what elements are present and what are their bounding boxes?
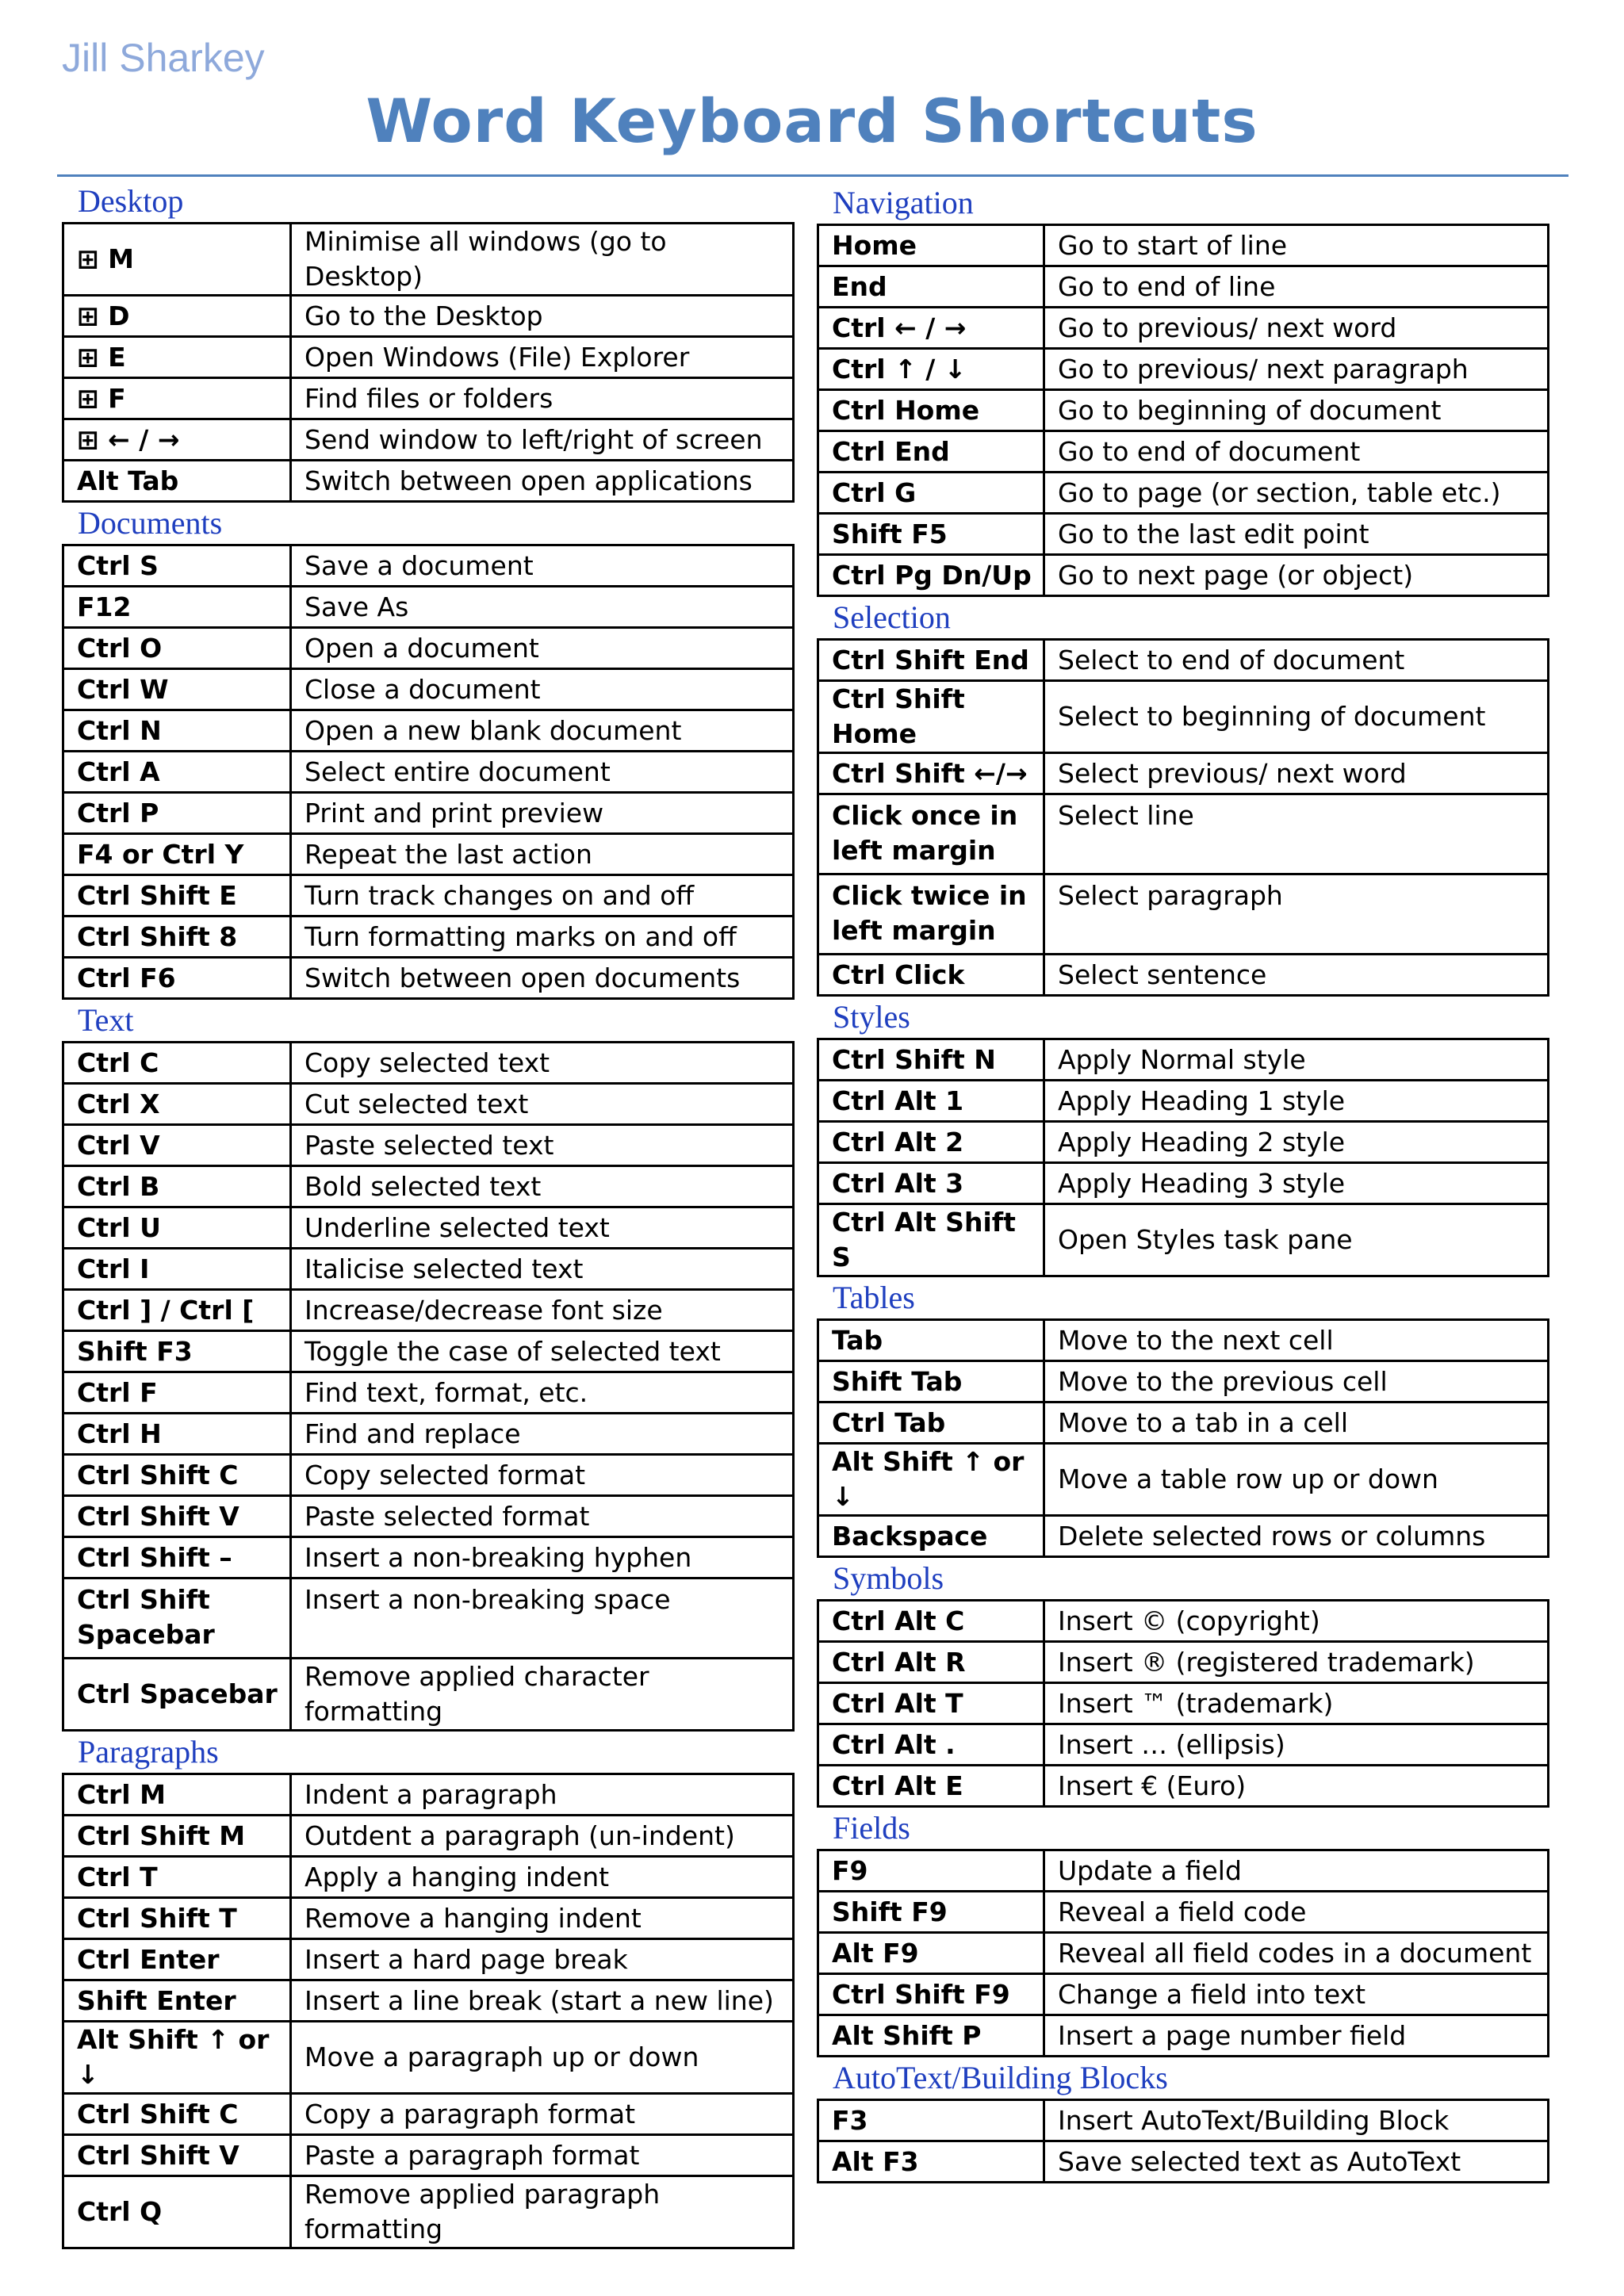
shortcut-description: Turn formatting marks on and off: [291, 916, 794, 958]
shortcut-table-styles: [817, 1038, 1549, 1277]
shortcut-key: Ctrl P: [63, 793, 291, 834]
table-row: [818, 2100, 1549, 2141]
table-row: [63, 628, 794, 669]
shortcut-description: Reveal all field codes in a document: [1044, 1933, 1549, 1974]
shortcut-description: Paste a paragraph format: [291, 2135, 794, 2176]
section-title-navigation: Navigation: [833, 185, 974, 220]
shortcut-key: Ctrl C: [63, 1043, 291, 1084]
shortcut-key: Ctrl ↑ / ↓: [818, 349, 1044, 390]
table-row: [63, 1659, 794, 1731]
shortcut-key: ⊞ M: [63, 224, 291, 296]
shortcut-description: Remove applied paragraph formatting: [291, 2176, 794, 2248]
table-row: [818, 1642, 1549, 1683]
table-row: [818, 1516, 1549, 1557]
shortcut-key: Ctrl F: [63, 1372, 291, 1414]
shortcut-description: Copy selected text: [291, 1043, 794, 1084]
table-row: [63, 545, 794, 587]
shortcut-table-paragraphs: [62, 1773, 795, 2249]
shortcut-key: Ctrl U: [63, 1207, 291, 1249]
shortcut-key: ⊞ ← / →: [63, 419, 291, 461]
shortcut-description: Insert a non-breaking space: [291, 1578, 794, 1659]
shortcut-key: Backspace: [818, 1516, 1044, 1557]
shortcut-key: Ctrl M: [63, 1774, 291, 1816]
shortcut-description: Insert € (Euro): [1044, 1766, 1549, 1807]
shortcut-description: Cut selected text: [291, 1084, 794, 1125]
shortcut-description: Change a field into text: [1044, 1974, 1549, 2015]
table-row: [818, 1402, 1549, 1444]
shortcut-description: Update a field: [1044, 1850, 1549, 1892]
table-row: [63, 958, 794, 999]
shortcut-description: Bold selected text: [291, 1166, 794, 1207]
shortcut-description: Save As: [291, 587, 794, 628]
table-row: [818, 1892, 1549, 1933]
shortcut-key: Ctrl B: [63, 1166, 291, 1207]
shortcut-description: Go to the last edit point: [1044, 514, 1549, 555]
table-row: [63, 1043, 794, 1084]
table-row: [63, 1939, 794, 1980]
shortcut-key: Ctrl V: [63, 1125, 291, 1166]
shortcut-description: Go to next page (or object): [1044, 555, 1549, 596]
table-row: [63, 378, 794, 419]
shortcut-key: Ctrl Spacebar: [63, 1659, 291, 1731]
shortcut-key: F12: [63, 587, 291, 628]
shortcut-key: ⊞ E: [63, 337, 291, 378]
table-row: [63, 916, 794, 958]
shortcut-description: Insert ® (registered trademark): [1044, 1642, 1549, 1683]
table-row: [63, 1578, 794, 1659]
shortcut-key: Shift F3: [63, 1331, 291, 1372]
table-row: [818, 266, 1549, 308]
table-row: [818, 1081, 1549, 1122]
table-row: [818, 794, 1549, 874]
table-row: [818, 225, 1549, 266]
table-row: [818, 1122, 1549, 1163]
shortcut-key: Ctrl ← / →: [818, 308, 1044, 349]
shortcut-table-tables: [817, 1318, 1549, 1558]
shortcut-key: Ctrl Alt .: [818, 1724, 1044, 1766]
shortcut-key: Ctrl Shift C: [63, 2094, 291, 2135]
table-row: [818, 2141, 1549, 2183]
shortcut-description: Go to beginning of document: [1044, 390, 1549, 431]
table-row: [63, 2094, 794, 2135]
table-row: [818, 1204, 1549, 1276]
shortcut-key: Ctrl Shift –: [63, 1537, 291, 1578]
shortcut-description: Remove a hanging indent: [291, 1898, 794, 1939]
shortcut-description: Open Styles task pane: [1044, 1204, 1549, 1276]
section-title-styles: Styles: [833, 999, 910, 1035]
shortcut-key: Alt Shift ↑ or ↓: [63, 2022, 291, 2094]
table-row: [63, 1980, 794, 2022]
shortcut-key: Home: [818, 225, 1044, 266]
section-title-symbols: Symbols: [833, 1560, 944, 1596]
shortcut-key: Ctrl Pg Dn/Up: [818, 555, 1044, 596]
table-row: [818, 431, 1549, 473]
shortcut-key: End: [818, 266, 1044, 308]
table-row: [63, 1207, 794, 1249]
shortcut-description: Go to previous/ next paragraph: [1044, 349, 1549, 390]
author-name: Jill Sharkey: [62, 36, 265, 80]
section-title-desktop: Desktop: [78, 183, 184, 219]
table-row: [63, 875, 794, 916]
shortcut-description: Minimise all windows (go to Desktop): [291, 224, 794, 296]
section-title-paragraphs: Paragraphs: [78, 1734, 219, 1770]
shortcut-key: Ctrl End: [818, 431, 1044, 473]
shortcut-description: Copy selected format: [291, 1455, 794, 1496]
shortcut-description: Select to end of document: [1044, 640, 1549, 681]
shortcut-description: Insert AutoText/Building Block: [1044, 2100, 1549, 2141]
shortcut-description: Go to end of document: [1044, 431, 1549, 473]
shortcut-description: Find files or folders: [291, 378, 794, 419]
shortcut-description: Move a table row up or down: [1044, 1444, 1549, 1516]
shortcut-key: Ctrl Tab: [818, 1402, 1044, 1444]
shortcut-key: Shift Tab: [818, 1361, 1044, 1402]
shortcut-description: Go to the Desktop: [291, 296, 794, 337]
shortcut-description: Insert a hard page break: [291, 1939, 794, 1980]
table-row: [818, 1724, 1549, 1766]
table-row: [818, 2015, 1549, 2057]
shortcut-key: F3: [818, 2100, 1044, 2141]
shortcut-key: Alt Shift P: [818, 2015, 1044, 2057]
shortcut-description: Copy a paragraph format: [291, 2094, 794, 2135]
shortcut-description: Move a paragraph up or down: [291, 2022, 794, 2094]
shortcut-key: Ctrl Shift E: [63, 875, 291, 916]
shortcut-key: Ctrl Alt Shift S: [818, 1204, 1044, 1276]
section-title-fields: Fields: [833, 1810, 910, 1846]
table-row: [818, 1850, 1549, 1892]
table-row: [63, 2176, 794, 2248]
shortcut-description: Italicise selected text: [291, 1249, 794, 1290]
table-row: [63, 1372, 794, 1414]
shortcut-description: Toggle the case of selected text: [291, 1331, 794, 1372]
table-row: [63, 1249, 794, 1290]
shortcut-description: Go to previous/ next word: [1044, 308, 1549, 349]
table-row: [63, 834, 794, 875]
shortcut-description: Paste selected format: [291, 1496, 794, 1537]
shortcut-key: Shift F5: [818, 514, 1044, 555]
shortcut-description: Save selected text as AutoText: [1044, 2141, 1549, 2183]
table-row: [63, 1898, 794, 1939]
shortcut-key: Shift F9: [818, 1892, 1044, 1933]
table-row: [63, 587, 794, 628]
table-row: [63, 1537, 794, 1578]
table-row: [818, 681, 1549, 753]
shortcut-key: Ctrl Home: [818, 390, 1044, 431]
shortcut-key: Ctrl Alt 1: [818, 1081, 1044, 1122]
shortcut-key: Ctrl Alt 3: [818, 1163, 1044, 1204]
shortcut-key: Tab: [818, 1320, 1044, 1361]
shortcut-key: Ctrl Shift N: [818, 1039, 1044, 1081]
table-row: [63, 419, 794, 461]
shortcut-description: Switch between open documents: [291, 958, 794, 999]
table-row: [63, 710, 794, 752]
shortcut-description: Send window to left/right of screen: [291, 419, 794, 461]
shortcut-key: Ctrl S: [63, 545, 291, 587]
shortcut-description: Repeat the last action: [291, 834, 794, 875]
shortcut-key: Ctrl Click: [818, 955, 1044, 996]
table-row: [63, 224, 794, 296]
table-row: [818, 1601, 1549, 1642]
shortcut-description: Find and replace: [291, 1414, 794, 1455]
shortcut-description: Insert a non-breaking hyphen: [291, 1537, 794, 1578]
table-row: [818, 1766, 1549, 1807]
table-row: [63, 1084, 794, 1125]
shortcut-description: Open a new blank document: [291, 710, 794, 752]
table-row: [818, 390, 1549, 431]
table-row: [818, 874, 1549, 955]
table-row: [818, 1039, 1549, 1081]
shortcut-key: Ctrl Shift T: [63, 1898, 291, 1939]
page-title: Word Keyboard Shortcuts: [366, 86, 1258, 156]
table-row: [818, 308, 1549, 349]
table-row: [818, 640, 1549, 681]
table-row: [818, 1361, 1549, 1402]
table-row: [63, 296, 794, 337]
shortcut-key: F4 or Ctrl Y: [63, 834, 291, 875]
shortcut-description: Open Windows (File) Explorer: [291, 337, 794, 378]
table-row: [818, 514, 1549, 555]
table-row: [63, 1166, 794, 1207]
shortcut-description: Insert … (ellipsis): [1044, 1724, 1549, 1766]
shortcut-key: Ctrl Shift Spacebar: [63, 1578, 291, 1659]
table-row: [63, 1125, 794, 1166]
table-row: [63, 1455, 794, 1496]
shortcut-key: Ctrl Alt C: [818, 1601, 1044, 1642]
shortcut-table-documents: [62, 544, 795, 1000]
shortcut-key: Ctrl Shift V: [63, 2135, 291, 2176]
shortcut-key: Ctrl Shift 8: [63, 916, 291, 958]
shortcut-description: Select entire document: [291, 752, 794, 793]
table-row: [818, 1683, 1549, 1724]
shortcut-description: Underline selected text: [291, 1207, 794, 1249]
shortcut-description: Select sentence: [1044, 955, 1549, 996]
shortcut-description: Move to the previous cell: [1044, 1361, 1549, 1402]
shortcut-key: Ctrl Shift V: [63, 1496, 291, 1537]
shortcut-key: Ctrl Alt 2: [818, 1122, 1044, 1163]
shortcut-key: Ctrl Alt T: [818, 1683, 1044, 1724]
shortcut-description: Paste selected text: [291, 1125, 794, 1166]
shortcut-key: Ctrl Shift M: [63, 1816, 291, 1857]
table-row: [63, 461, 794, 502]
shortcut-description: Remove applied character formatting: [291, 1659, 794, 1731]
section-title-documents: Documents: [78, 505, 223, 541]
shortcut-key: Click twice in left margin: [818, 874, 1044, 955]
shortcut-description: Apply Heading 3 style: [1044, 1163, 1549, 1204]
shortcut-key: Alt F3: [818, 2141, 1044, 2183]
shortcut-description: Insert © (copyright): [1044, 1601, 1549, 1642]
shortcut-description: Switch between open applications: [291, 461, 794, 502]
shortcut-description: Select previous/ next word: [1044, 753, 1549, 794]
shortcut-description: Apply a hanging indent: [291, 1857, 794, 1898]
shortcut-key: Ctrl A: [63, 752, 291, 793]
shortcut-description: Find text, format, etc.: [291, 1372, 794, 1414]
shortcut-key: Ctrl T: [63, 1857, 291, 1898]
shortcut-description: Move to a tab in a cell: [1044, 1402, 1549, 1444]
shortcut-description: Close a document: [291, 669, 794, 710]
shortcut-key: Ctrl Q: [63, 2176, 291, 2248]
shortcut-table-symbols: [817, 1599, 1549, 1808]
shortcut-key: Ctrl H: [63, 1414, 291, 1455]
title-divider: [57, 174, 1568, 177]
shortcut-key: Ctrl X: [63, 1084, 291, 1125]
table-row: [63, 793, 794, 834]
table-row: [818, 1444, 1549, 1516]
shortcut-description: Insert ™ (trademark): [1044, 1683, 1549, 1724]
table-row: [818, 955, 1549, 996]
shortcut-description: Select paragraph: [1044, 874, 1549, 955]
shortcut-description: Apply Heading 1 style: [1044, 1081, 1549, 1122]
shortcut-description: Select to beginning of document: [1044, 681, 1549, 753]
shortcut-description: Increase/decrease font size: [291, 1290, 794, 1331]
shortcut-table-navigation: [817, 224, 1549, 597]
shortcut-description: Apply Heading 2 style: [1044, 1122, 1549, 1163]
shortcut-table-desktop: [62, 222, 795, 503]
shortcut-key: Ctrl O: [63, 628, 291, 669]
shortcut-key: Ctrl F6: [63, 958, 291, 999]
shortcut-table-text: [62, 1041, 795, 1732]
shortcut-description: Insert a line break (start a new line): [291, 1980, 794, 2022]
shortcut-key: Ctrl W: [63, 669, 291, 710]
shortcut-key: Ctrl I: [63, 1249, 291, 1290]
shortcut-table-autotext-building-blocks: [817, 2099, 1549, 2183]
shortcut-description: Go to end of line: [1044, 266, 1549, 308]
shortcut-description: Move to the next cell: [1044, 1320, 1549, 1361]
table-row: [63, 1496, 794, 1537]
shortcut-description: Go to start of line: [1044, 225, 1549, 266]
shortcut-description: Select line: [1044, 794, 1549, 874]
table-row: [818, 1974, 1549, 2015]
shortcut-key: Alt Tab: [63, 461, 291, 502]
shortcut-key: Ctrl Alt R: [818, 1642, 1044, 1683]
shortcut-key: Ctrl ] / Ctrl [: [63, 1290, 291, 1331]
shortcut-key: Ctrl Shift C: [63, 1455, 291, 1496]
shortcut-description: Save a document: [291, 545, 794, 587]
table-row: [63, 1290, 794, 1331]
table-row: [63, 1774, 794, 1816]
shortcut-key: Shift Enter: [63, 1980, 291, 2022]
shortcut-key: Click once in left margin: [818, 794, 1044, 874]
table-row: [818, 1320, 1549, 1361]
shortcut-description: Go to page (or section, table etc.): [1044, 473, 1549, 514]
shortcut-key: Ctrl Shift End: [818, 640, 1044, 681]
shortcut-table-fields: [817, 1849, 1549, 2057]
section-title-selection: Selection: [833, 599, 951, 635]
shortcut-key: ⊞ F: [63, 378, 291, 419]
shortcut-key: Alt F9: [818, 1933, 1044, 1974]
table-row: [818, 473, 1549, 514]
shortcut-description: Indent a paragraph: [291, 1774, 794, 1816]
shortcut-description: Delete selected rows or columns: [1044, 1516, 1549, 1557]
shortcut-key: Ctrl N: [63, 710, 291, 752]
shortcut-key: Alt Shift ↑ or ↓: [818, 1444, 1044, 1516]
shortcut-key: Ctrl Shift ←/→: [818, 753, 1044, 794]
shortcut-table-selection: [817, 638, 1549, 997]
table-row: [63, 752, 794, 793]
table-row: [63, 1331, 794, 1372]
table-row: [63, 1857, 794, 1898]
shortcut-key: Ctrl G: [818, 473, 1044, 514]
section-title-text: Text: [78, 1002, 134, 1038]
shortcut-description: Reveal a field code: [1044, 1892, 1549, 1933]
left-column: [62, 181, 795, 2249]
shortcut-key: Ctrl Alt E: [818, 1766, 1044, 1807]
shortcut-description: Apply Normal style: [1044, 1039, 1549, 1081]
table-row: [63, 669, 794, 710]
shortcut-key: F9: [818, 1850, 1044, 1892]
shortcut-description: Print and print preview: [291, 793, 794, 834]
shortcut-key: Ctrl Shift F9: [818, 1974, 1044, 2015]
shortcut-description: Turn track changes on and off: [291, 875, 794, 916]
shortcut-description: Open a document: [291, 628, 794, 669]
table-row: [63, 1414, 794, 1455]
shortcut-key: ⊞ D: [63, 296, 291, 337]
table-row: [63, 2022, 794, 2094]
table-row: [63, 1816, 794, 1857]
section-title-tables: Tables: [833, 1280, 915, 1315]
table-row: [818, 555, 1549, 596]
shortcut-key: Ctrl Shift Home: [818, 681, 1044, 753]
table-row: [63, 337, 794, 378]
table-row: [818, 753, 1549, 794]
table-row: [818, 349, 1549, 390]
right-column: [817, 182, 1549, 2183]
table-row: [63, 2135, 794, 2176]
table-row: [818, 1933, 1549, 1974]
shortcut-description: Insert a page number field: [1044, 2015, 1549, 2057]
shortcut-description: Outdent a paragraph (un-indent): [291, 1816, 794, 1857]
table-row: [818, 1163, 1549, 1204]
section-title-autotext-building-blocks: AutoText/Building Blocks: [833, 2060, 1168, 2095]
shortcut-key: Ctrl Enter: [63, 1939, 291, 1980]
